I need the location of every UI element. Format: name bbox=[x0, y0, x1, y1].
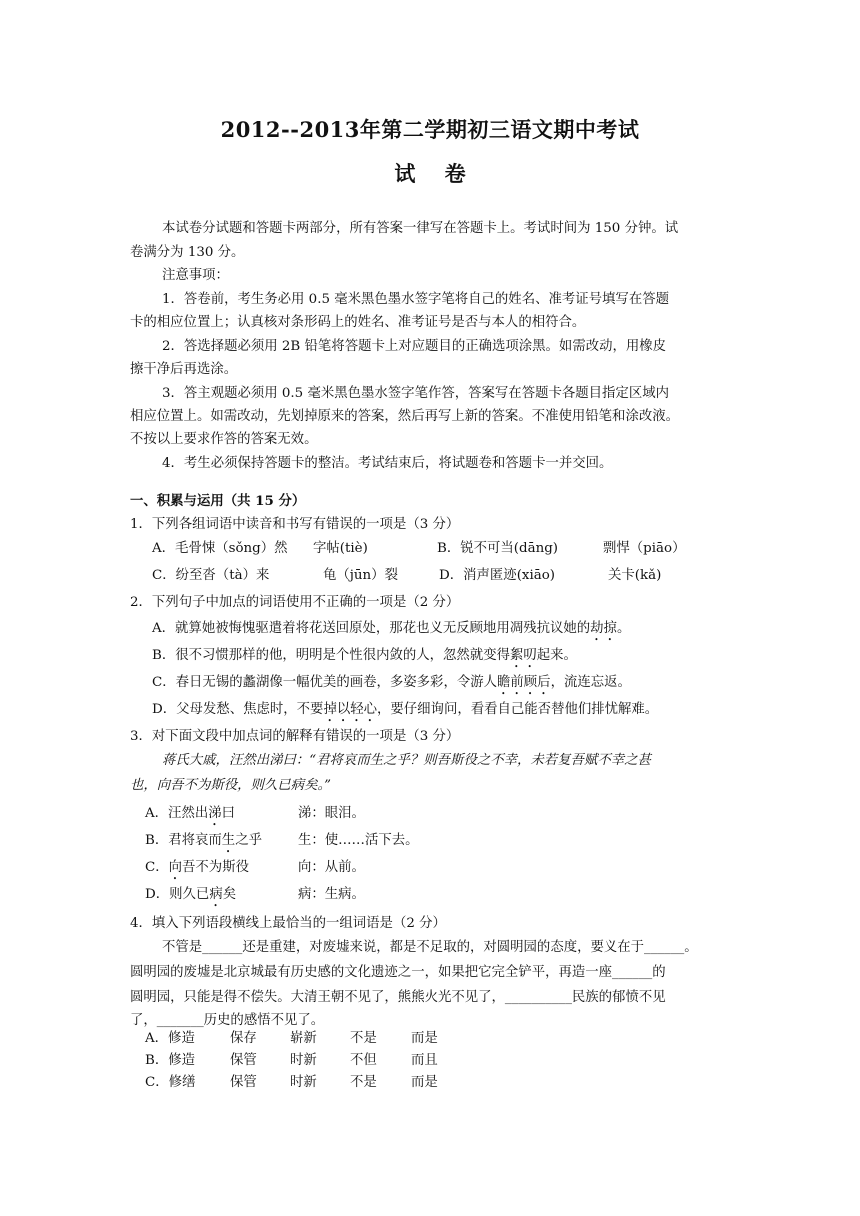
q4-a-word-5: 而是 bbox=[411, 1031, 438, 1046]
q1-option-d-1: D．消声匿迹(xiāo) bbox=[439, 568, 556, 583]
notice-3b: 相应位置上。如需改动，先划掉原来的答案，然后再写上新的答案。不准使用铅笔和涂改液。 bbox=[130, 409, 680, 424]
q1-option-c-1: C．纷至沓（tà）来 bbox=[152, 568, 270, 583]
notice-1a: 1．答卷前，考生务必用 0.5 毫米黑色墨水签字笔将自己的姓名、准考证号填写在答题 bbox=[162, 292, 669, 307]
q1-option-b-1: B．锐不可当(dāng) bbox=[437, 541, 558, 556]
notice-4: 4．考生必须保持答题卡的整洁。考试结束后，将试题卷和答题卡一并交回。 bbox=[162, 456, 613, 471]
intro-line-1: 本试卷分试题和答题卡两部分，所有答案一律写在答题卡上。考试时间为 150 分钟。试 bbox=[162, 221, 679, 236]
q4-c-word-4: 不是 bbox=[350, 1075, 377, 1090]
q1-option-a-1: A．毛骨悚（sǒng）然 bbox=[152, 541, 288, 556]
q2-stem: 2．下列句子中加点的词语使用不正确的一项是（2 分） bbox=[130, 595, 460, 610]
notice-2a: 2．答选择题必须用 2B 铅笔将答题卡上对应题目的正确选项涂黑。如需改动，用橡皮 bbox=[162, 339, 667, 354]
q4-c-word-1: C．修缮 bbox=[145, 1075, 196, 1090]
notice-3c: 不按以上要求作答的答案无效。 bbox=[130, 432, 318, 447]
q4-a-word-3: 崭新 bbox=[290, 1031, 317, 1046]
q3-stem: 3．对下面文段中加点词的解释有错误的一项是（3 分） bbox=[130, 729, 460, 744]
q4-a-word-2: 保存 bbox=[230, 1031, 257, 1046]
q4-b-word-4: 不但 bbox=[350, 1053, 377, 1068]
q1-option-a-2: 字帖(tiè) bbox=[313, 541, 368, 556]
exam-title: 2012--2013年第二学期初三语文期中考试 bbox=[220, 117, 640, 142]
notice-title: 注意事项： bbox=[162, 268, 229, 283]
q1-option-b-2: 剽悍（piāo） bbox=[603, 541, 686, 556]
q3-passage-2: 也，向吾不为斯役，则久已病矣。” bbox=[130, 778, 332, 793]
notice-3a: 3．答主观题必须用 0.5 毫米黑色墨水签字笔作答，答案写在答题卡各题目指定区域内 bbox=[162, 386, 669, 401]
q4-passage-4: 了，_______历史的感悟不见了。 bbox=[130, 1013, 325, 1028]
q1-option-d-2: 关卡(kǎ) bbox=[608, 568, 662, 583]
q4-c-word-2: 保管 bbox=[230, 1075, 257, 1090]
q4-b-word-2: 保管 bbox=[230, 1053, 257, 1068]
q3-gloss-c: 向：从前。 bbox=[298, 860, 365, 875]
section-heading: 一、积累与运用（共 15 分） bbox=[130, 493, 306, 509]
q3-option-c: C．向吾不为斯役 bbox=[145, 860, 249, 875]
notice-1b: 卡的相应位置上；认真核对条形码上的姓名、准考证号是否与本人的相符合。 bbox=[130, 315, 586, 330]
q2-option-d: D．父母发愁、焦虑时，不要掉以轻心，要仔细询问，看看自己能否替他们排忧解难。 bbox=[152, 702, 659, 717]
q1-option-c-2: 龟（jūn）裂 bbox=[323, 568, 398, 583]
q4-stem: 4．填入下列语段横线上最恰当的一组词语是（2 分） bbox=[130, 916, 446, 931]
q4-c-word-3: 时新 bbox=[290, 1075, 317, 1090]
exam-subtitle: 试 卷 bbox=[394, 161, 466, 186]
q3-gloss-a: 涕：眼泪。 bbox=[298, 806, 365, 821]
q4-a-word-1: A．修造 bbox=[145, 1031, 195, 1046]
q2-option-b: B．很不习惯那样的他，明明是个性很内敛的人，忽然就变得絮叨起来。 bbox=[152, 648, 577, 663]
q2-option-a: A．就算她被悔愧驱遣着将花送回原处，那花也义无反顾地用凋残抗议她的劫掠。 bbox=[152, 621, 631, 636]
q4-passage-1: 不管是______还是重建，对废墟来说，都是不足取的，对圆明园的态度，要义在于______。 bbox=[162, 940, 698, 955]
intro-line-2: 卷满分为 130 分。 bbox=[130, 245, 245, 260]
q3-gloss-b: 生：使……活下去。 bbox=[298, 833, 419, 848]
q4-passage-2: 圆明园的废墟是北京城最有历史感的文化遗迹之一，如果把它完全铲平，再造一座______的 bbox=[130, 965, 666, 980]
q4-b-word-1: B．修造 bbox=[145, 1053, 196, 1068]
q4-passage-3: 圆明园，只能是得不偿失。大清王朝不见了，熊熊火光不见了，__________民族的郁愤不见 bbox=[130, 990, 666, 1005]
q4-c-word-5: 而是 bbox=[411, 1075, 438, 1090]
notice-2b: 擦干净后再选涂。 bbox=[130, 362, 238, 377]
q4-b-word-3: 时新 bbox=[290, 1053, 317, 1068]
q4-a-word-4: 不是 bbox=[350, 1031, 377, 1046]
q2-option-c: C．春日无锡的蠡湖像一幅优美的画卷，多姿多彩，令游人瞻前顾后，流连忘返。 bbox=[152, 675, 631, 690]
q3-option-a: A．汪然出涕曰 bbox=[145, 806, 236, 821]
q3-option-b: B．君将哀而生之乎 bbox=[145, 833, 262, 848]
q3-passage-1: 蒋氏大戚，汪然出涕曰：“君将哀而生之乎？则吾斯役之不幸，未若复吾赋不幸之甚 bbox=[162, 753, 651, 768]
q3-option-d: D．则久已病矣 bbox=[145, 887, 237, 902]
q1-stem: 1．下列各组词语中读音和书写有错误的一项是（3 分） bbox=[130, 517, 460, 532]
q4-b-word-5: 而且 bbox=[411, 1053, 438, 1068]
q3-gloss-d: 病：生病。 bbox=[298, 887, 365, 902]
